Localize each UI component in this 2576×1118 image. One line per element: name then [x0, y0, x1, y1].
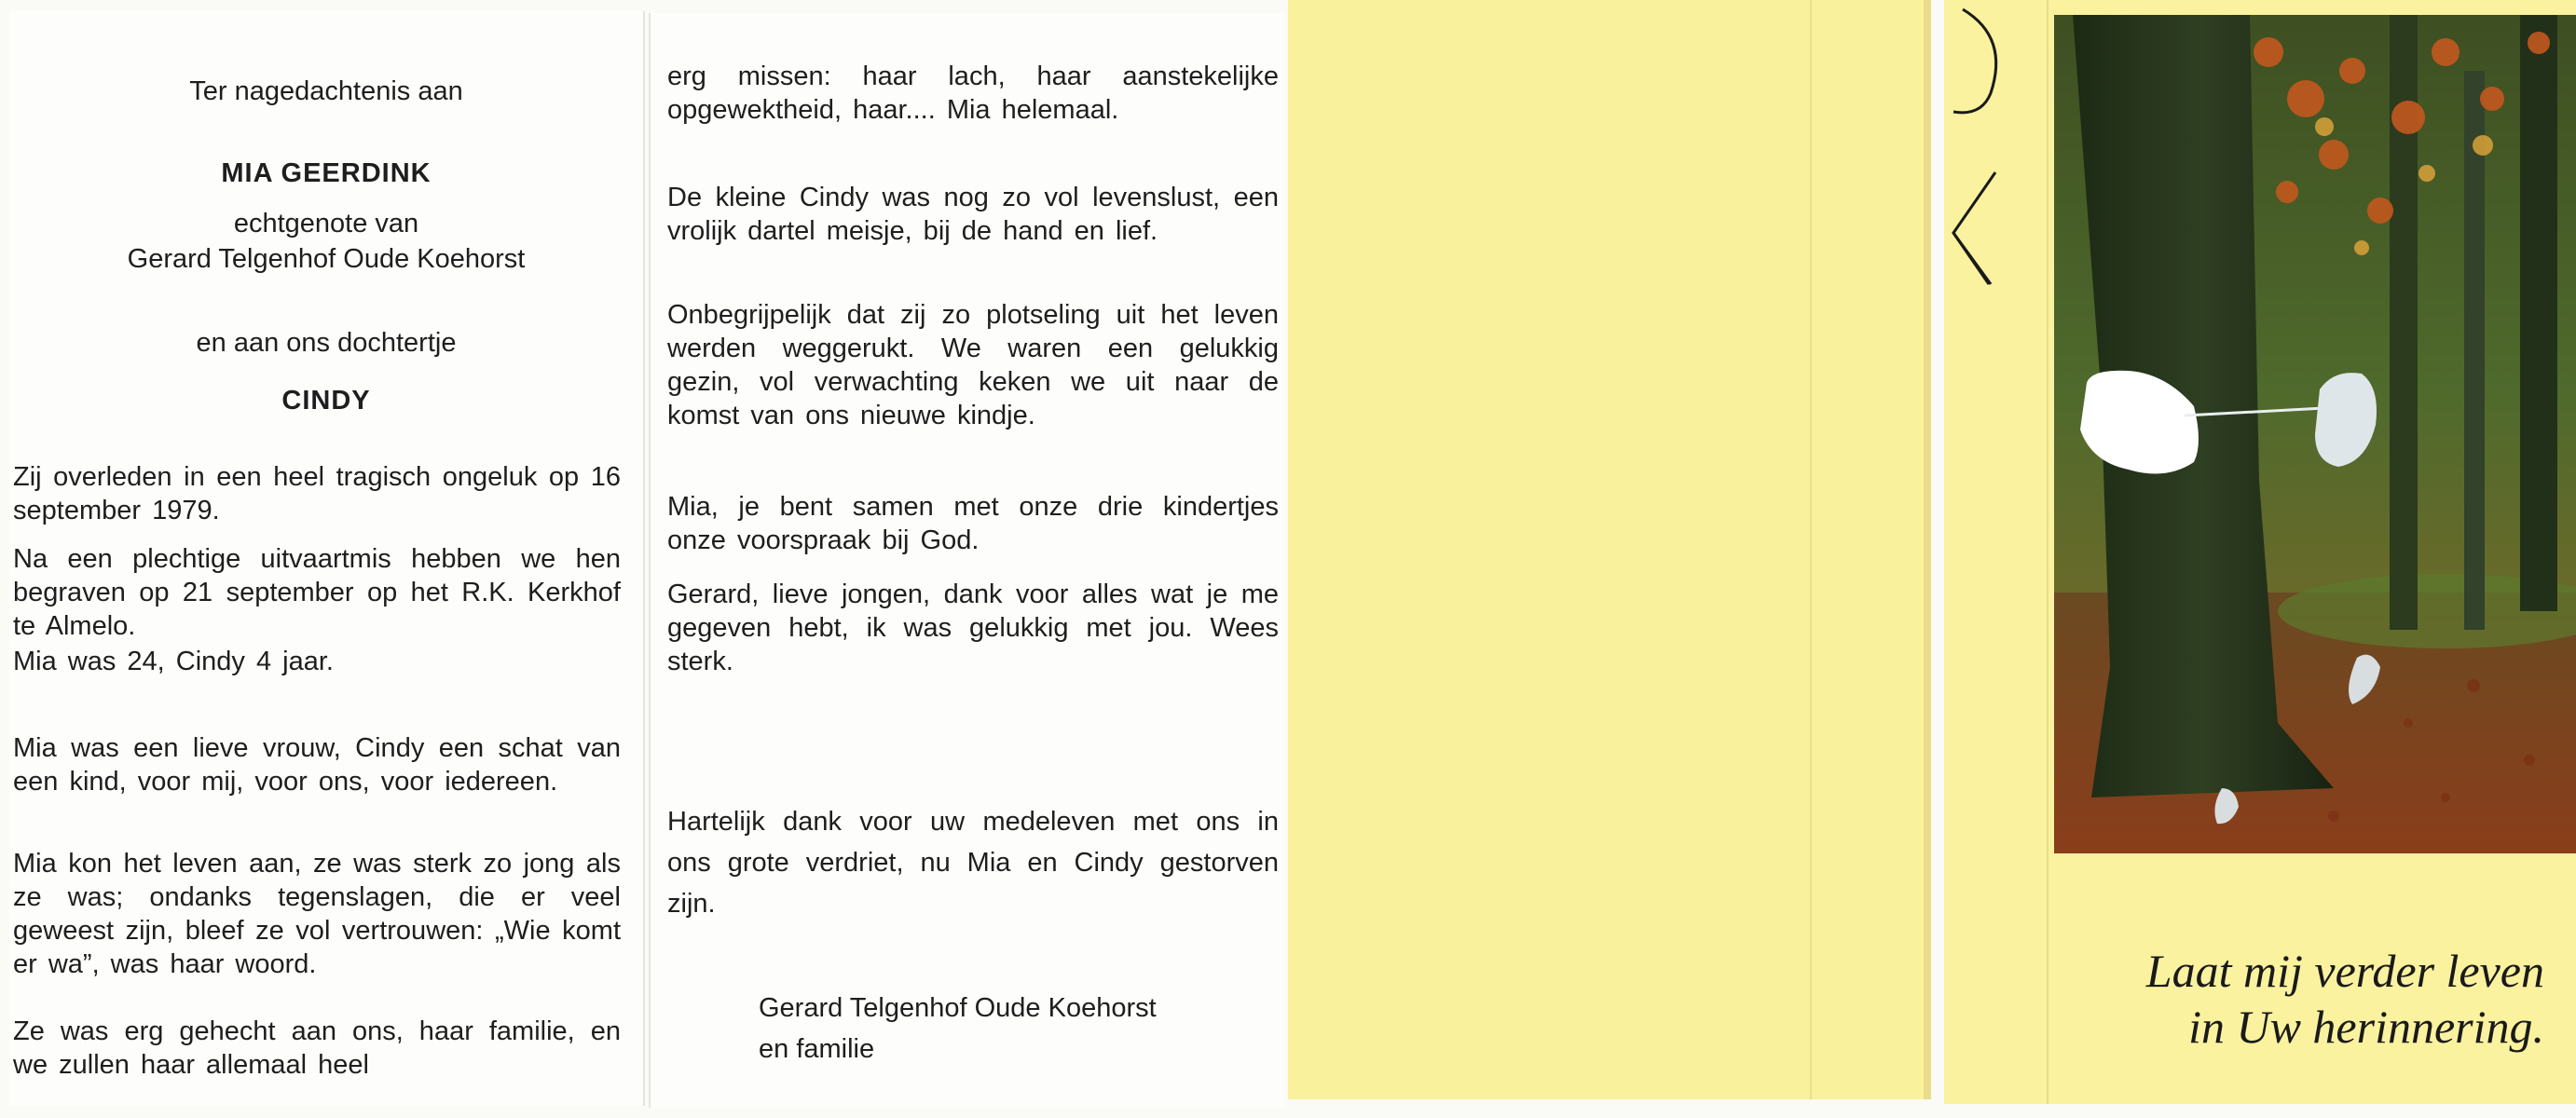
paragraph-intercession: Mia, je bent samen met onze drie kindertjes onze voorspraak bij God.: [667, 492, 1279, 555]
paragraph-family: Onbegrijpelijk dat zij zo plotseling uit het leven werden weggerukt. We waren een gelukkig gezin, vol verwachting keken we uit naar de komst van ons nieuwe kindje.: [667, 300, 1279, 430]
cover-motto: [2146, 943, 2544, 1055]
fold-line: [1810, 0, 1812, 1099]
paragraph-attachment: Ze was erg gehecht aan ons, haar familie, en we zullen haar allemaal heel: [13, 1016, 621, 1080]
motto-line-1: Laat mij verder leven: [2145, 945, 2544, 997]
paragraph-thanks: Hartelijk dank voor uw medeleven met ons in ons grote verdriet, nu Mia en Cindy gestorven zijn.: [667, 807, 1279, 919]
paragraph-missing: erg missen: haar lach, haar aanstekelijke opgewektheid, haar.... Mia helemaal.: [667, 61, 1279, 125]
forest-photo: [2054, 15, 2576, 853]
paragraph-tribute: Mia was een lieve vrouw, Cindy een schat van een kind, voor mij, voor ons, voor iedereen.: [13, 733, 621, 797]
paragraph-gerard: Gerard, lieve jongen, dank voor alles wat je me gegeven hebt, ik was gelukkig met jou. Wees sterk.: [667, 579, 1279, 676]
motto-line-2: in Uw herinnering.: [2188, 1001, 2544, 1053]
paragraph-funeral: Na een plechtige uitvaartmis hebben we hen begraven op 21 september op het R.K. Kerkhof te Almelo.: [13, 544, 621, 641]
forest-illustration: [2054, 15, 2576, 853]
memorial-intro: Ter nagedachtenis aan: [189, 76, 463, 106]
daughter-name: CINDY: [281, 386, 371, 416]
card-edge: [1924, 0, 1931, 1099]
spouse-name: Gerard Telgenhof Oude Koehorst: [127, 244, 526, 274]
paragraph-cindy: De kleine Cindy was nog zo vol levenslust, een vrolijk dartel meisje, bij de hand en lief.: [667, 183, 1279, 246]
signature-family: en familie: [759, 1034, 875, 1064]
signature-block: [759, 988, 1157, 1070]
memorial-text-left-page: [9, 11, 643, 1106]
paragraph-accident: Zij overleden in een heel tragisch ongeluk op 16 september 1979.: [13, 462, 621, 525]
spouse-label: echtgenote van: [233, 209, 419, 239]
daughter-intro: en aan ons dochtertje: [196, 328, 457, 358]
partial-logo-mark: [1944, 0, 2047, 391]
memorial-text-right-page: [651, 13, 1284, 1108]
signature-name: Gerard Telgenhof Oude Koehorst: [759, 993, 1157, 1023]
card-cover: [1944, 0, 2576, 1104]
card-back-blank: [1288, 0, 1931, 1099]
deceased-name: MIA GEERDINK: [221, 158, 432, 188]
paragraph-ages: Mia was 24, Cindy 4 jaar.: [13, 647, 334, 676]
fold-line: [2047, 0, 2048, 1104]
paragraph-strength: Mia kon het leven aan, ze was sterk zo jong als ze was; ondanks tegenslagen, die er veel geweest zijn, bleef ze vol vertrouwen: „Wie komt er wa”, was haar woord.: [13, 849, 621, 979]
